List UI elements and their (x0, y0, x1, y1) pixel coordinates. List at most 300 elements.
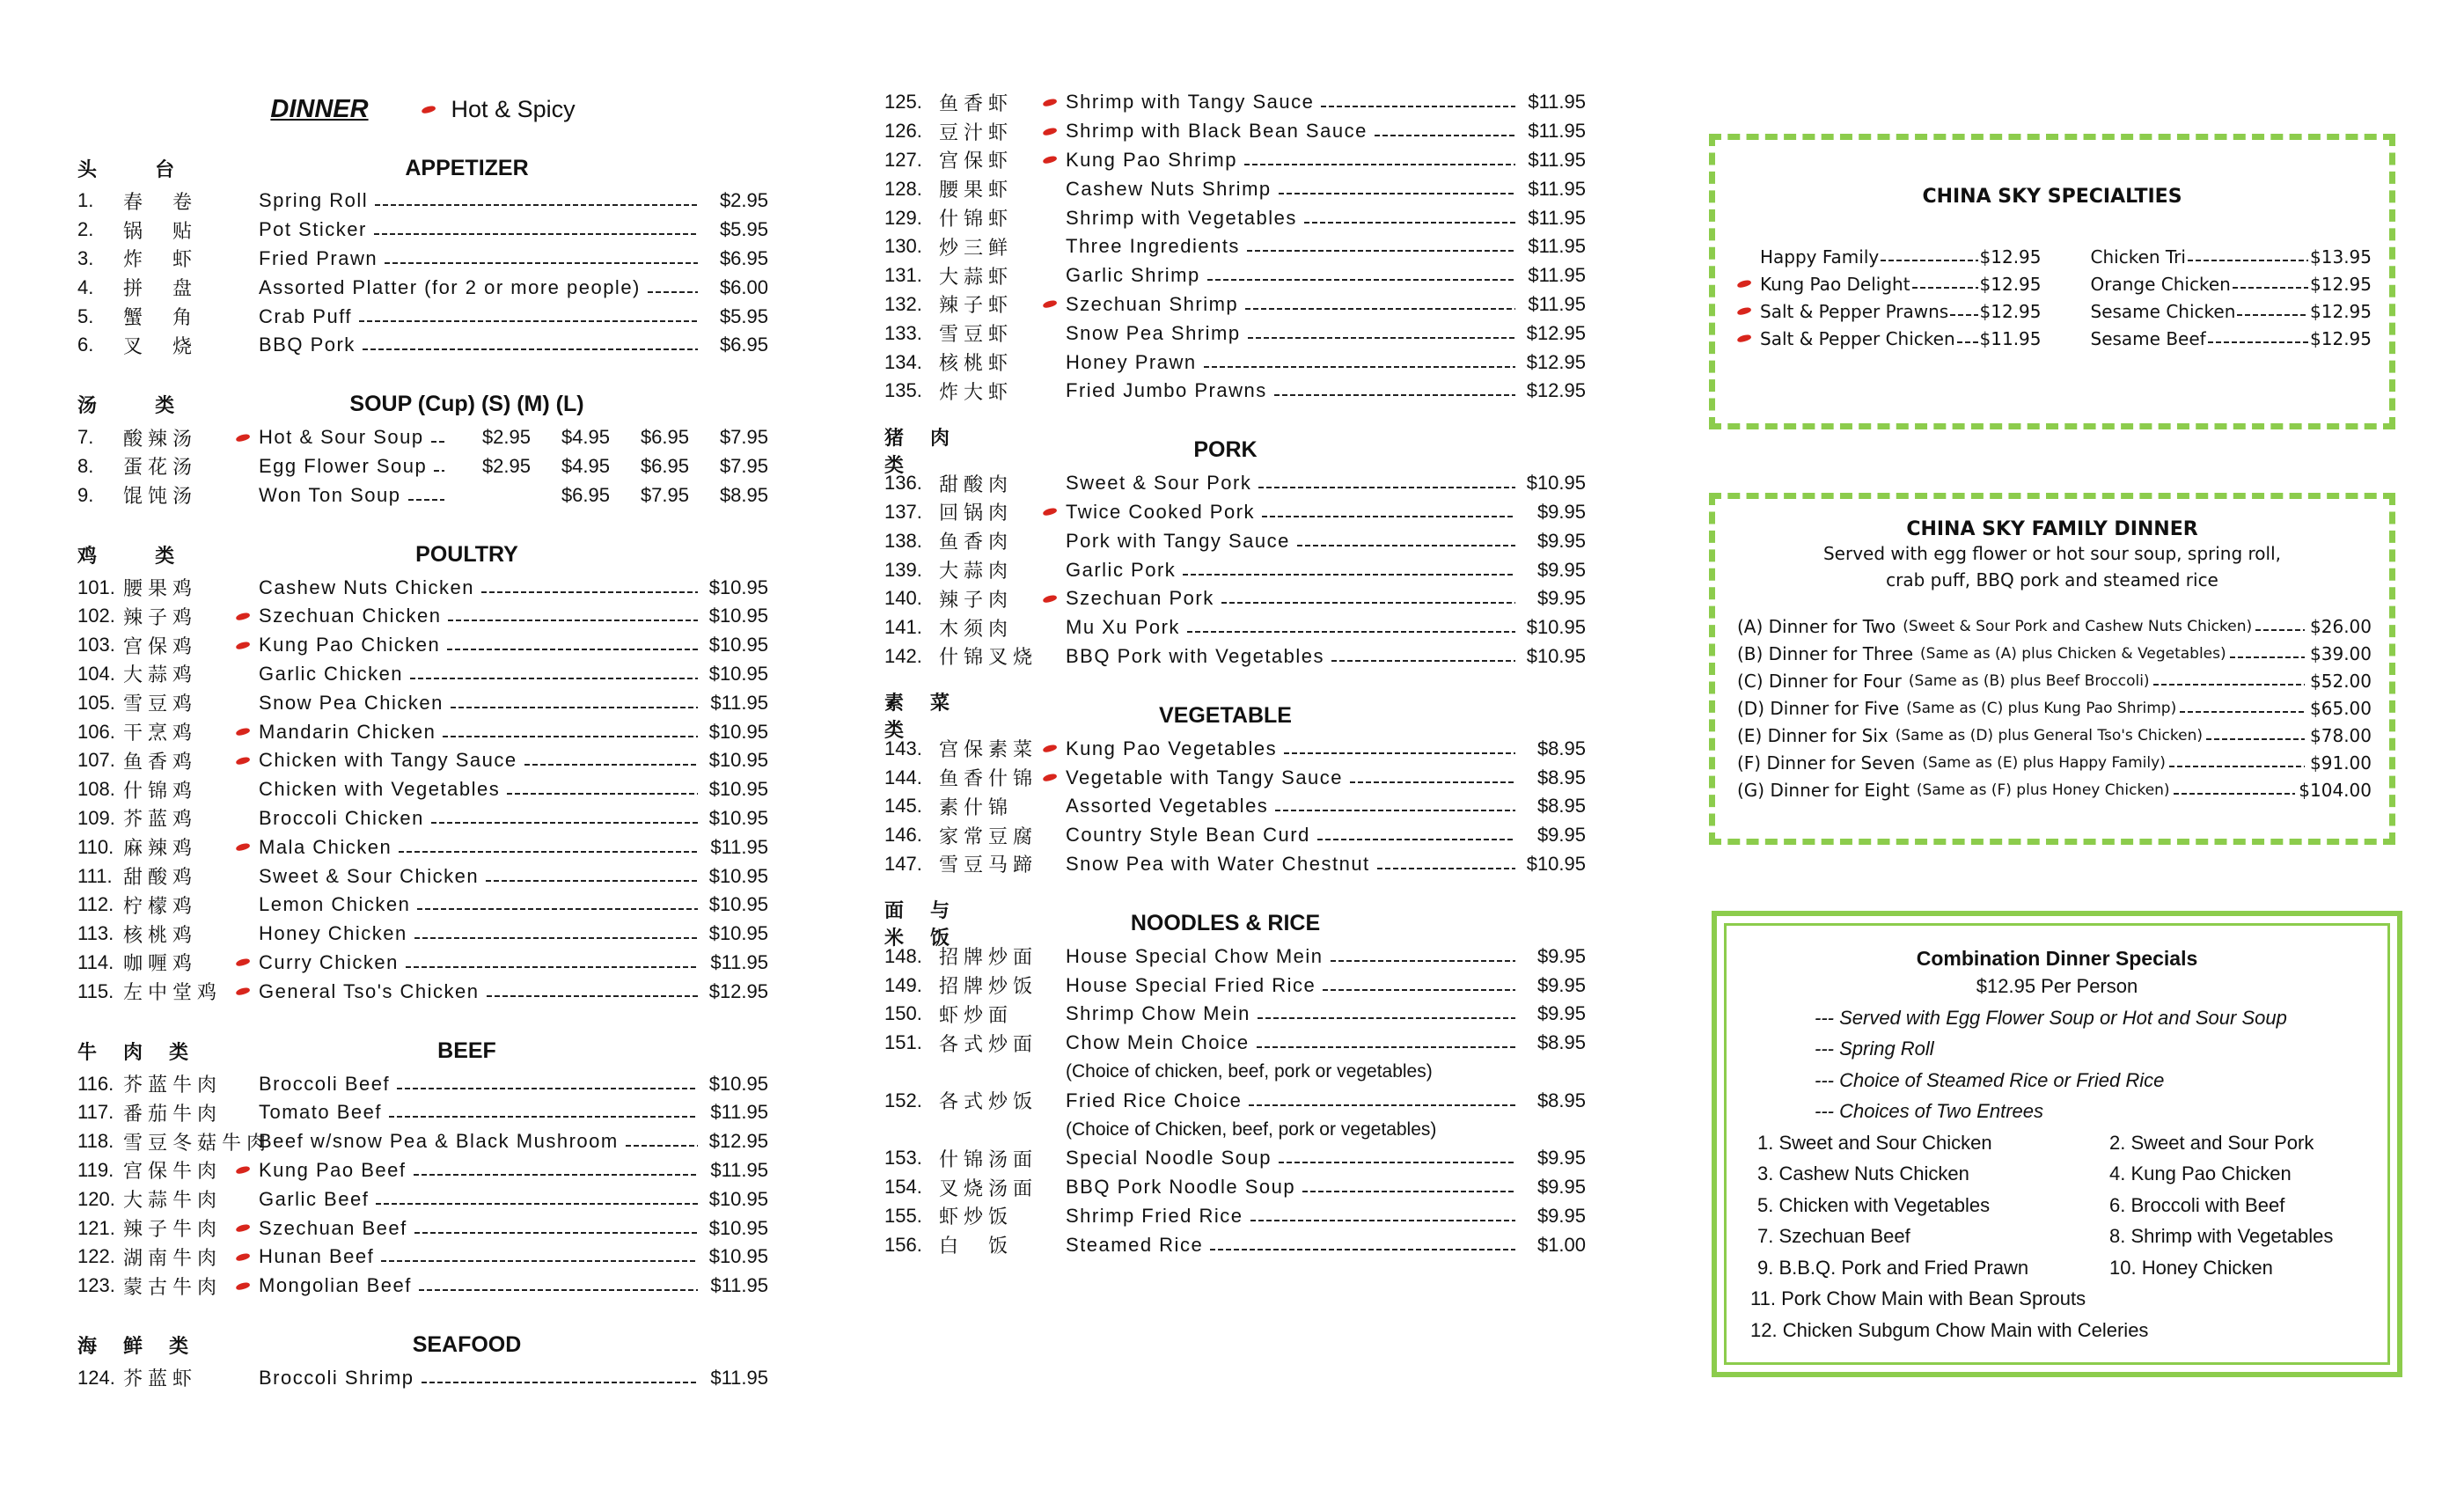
section-header-chinese: 猪肉类 (884, 426, 977, 476)
menu-item (884, 613, 1586, 642)
item-chinese-name: 素什锦 (939, 796, 1014, 818)
chili-pepper-icon (236, 1283, 259, 1289)
dotted-leader (2230, 656, 2305, 658)
chili-pepper-icon (236, 988, 259, 994)
item-price: $10.95 (708, 864, 768, 887)
item-price: $4.95 (561, 426, 610, 449)
item-name: Garlic Shrimp (1066, 264, 1200, 287)
item-name: Broccoli Chicken (259, 806, 424, 829)
chili-pepper-icon (1737, 335, 1760, 341)
dotted-leader (431, 441, 444, 443)
item-name: Shrimp with Black Bean Sauce (1066, 120, 1368, 143)
dotted-leader (1331, 660, 1515, 662)
item-chinese-name: 叉烧汤面 (939, 1177, 1038, 1199)
item-chinese-name: 宫保鸡 (123, 634, 198, 657)
menu-item (884, 821, 1586, 850)
item-number: 137. (884, 500, 922, 523)
specialty-price: $12.95 (2310, 273, 2372, 295)
dotted-leader (451, 707, 698, 708)
specialty-item (1737, 270, 2042, 297)
chili-pepper-icon (1043, 157, 1066, 163)
dotted-leader (2180, 711, 2305, 713)
item-chinese-name: 腰果虾 (939, 179, 1014, 202)
chili-pepper-icon (1043, 128, 1066, 135)
specialty-name: Happy Family (1760, 246, 1880, 268)
item-number: 115. (77, 979, 114, 1002)
item-chinese-name: 什锦叉烧 (939, 646, 1038, 669)
item-chinese-name: 腰果鸡 (123, 577, 198, 600)
dotted-leader (1250, 1220, 1515, 1221)
item-price: $11.95 (710, 1101, 768, 1124)
dotted-leader (385, 262, 698, 264)
dotted-leader (1258, 1017, 1515, 1019)
item-price: $10.95 (708, 1187, 768, 1210)
item-chinese-name: 大蒜牛肉 (123, 1189, 223, 1212)
chili-pepper-icon (1043, 509, 1066, 515)
item-chinese-name: 麻辣鸡 (123, 837, 198, 860)
dotted-leader (414, 1174, 698, 1176)
family-dinner-name: (F) Dinner for Seven (1737, 752, 1916, 774)
item-note: (Choice of chicken, beef, pork or vegetables) (1066, 1060, 1433, 1082)
dotted-leader (1323, 989, 1515, 991)
item-number: 113. (77, 922, 114, 945)
menu-item (884, 526, 1586, 555)
combo-entree: 1. Sweet and Sour Chicken (1757, 1131, 1992, 1154)
item-name: House Special Fried Rice (1066, 973, 1316, 996)
menu-item (884, 88, 1586, 117)
item-price: $10.95 (708, 662, 768, 685)
item-chinese-name: 辣子肉 (939, 588, 1014, 611)
dotted-leader (399, 851, 698, 853)
item-chinese-name: 左中堂鸡 (123, 981, 223, 1004)
item-price: $11.95 (710, 1274, 768, 1297)
item-name: Kung Pao Chicken (259, 634, 441, 656)
menu-item (884, 348, 1586, 377)
item-number: 156. (884, 1233, 922, 1256)
family-dinner-name: (A) Dinner for Two (1737, 615, 1896, 637)
menu-item (77, 480, 768, 510)
menu-item (884, 377, 1586, 406)
dotted-leader (1248, 337, 1515, 339)
item-chinese-name: 什锦虾 (939, 208, 1014, 231)
item-price: $12.95 (1526, 350, 1586, 373)
dotted-leader (1284, 752, 1515, 754)
combo-entree: 8. Shrimp with Vegetables (2109, 1225, 2334, 1248)
dotted-leader (1204, 366, 1515, 368)
section-header-chinese: 素菜类 (884, 692, 977, 742)
specialty-item (2068, 243, 2372, 270)
section-header-english: BEEF (437, 1038, 496, 1063)
item-number: 3. (77, 246, 94, 269)
chili-pepper-icon (236, 758, 259, 764)
chili-pepper-icon (1737, 308, 1760, 314)
item-name: Twice Cooked Pork (1066, 500, 1256, 523)
item-price: $11.95 (710, 950, 768, 973)
item-chinese-name: 辣子鸡 (123, 605, 198, 628)
item-number: 106. (77, 720, 115, 743)
item-name: Fried Prawn (259, 246, 378, 269)
menu-item (884, 146, 1586, 175)
item-number: 131. (884, 264, 922, 287)
chili-pepper-icon (236, 729, 259, 735)
item-price: $8.95 (1536, 737, 1586, 759)
item-name: Cashew Nuts Shrimp (1066, 177, 1272, 200)
dotted-leader (408, 499, 444, 501)
item-name: Chicken with Tangy Sauce (259, 749, 517, 772)
item-price: $6.95 (719, 246, 768, 269)
item-chinese-name: 春 卷 (123, 190, 198, 213)
dotted-leader (363, 348, 698, 350)
item-number: 146. (884, 824, 922, 847)
menu-item (884, 117, 1586, 146)
dotted-leader (417, 908, 698, 910)
menu-item (884, 1202, 1586, 1231)
section-header (77, 1327, 768, 1364)
specialty-name: Sesame Beef (2090, 327, 2206, 349)
family-dinner-detail: (Same as (C) plus Kung Pao Shrimp) (1906, 699, 2177, 717)
dotted-leader (443, 736, 698, 737)
family-dinner-price: $78.00 (2310, 724, 2372, 746)
chili-pepper-icon (1043, 745, 1066, 752)
item-number: 111. (77, 864, 113, 887)
item-name: Szechuan Chicken (259, 605, 442, 627)
item-chinese-name: 酸辣汤 (123, 427, 198, 450)
family-dinner-item (1715, 776, 2389, 803)
item-price: $2.95 (481, 426, 531, 449)
item-number: 134. (884, 350, 922, 373)
item-chinese-name: 番茄牛肉 (123, 1102, 223, 1125)
combo-inclusion: --- Served with Egg Flower Soup or Hot and Sour Soup (1815, 1006, 2287, 1029)
dotted-leader (381, 1260, 698, 1262)
menu-item (884, 850, 1586, 879)
item-number: 102. (77, 605, 115, 627)
section-header-english: SOUP (Cup) (S) (M) (L) (349, 392, 584, 417)
item-price: $11.95 (1528, 206, 1586, 229)
dotted-leader (431, 822, 698, 824)
item-name: Mongolian Beef (259, 1274, 412, 1297)
item-chinese-name: 芥蓝牛肉 (123, 1074, 223, 1096)
item-price: $10.95 (708, 806, 768, 829)
dotted-leader (2169, 766, 2305, 767)
item-chinese-name: 虾炒面 (939, 1003, 1014, 1026)
item-price: $6.95 (719, 334, 768, 356)
family-dinner-detail: (Same as (F) plus Honey Chicken) (1916, 781, 2170, 799)
family-dinner-title: CHINA SKY FAMILY DINNER (1906, 518, 2198, 540)
dotted-leader (1274, 394, 1515, 396)
dotted-leader (1881, 260, 1977, 261)
menu-item (77, 1214, 768, 1243)
menu-item (884, 1173, 1586, 1202)
family-dinner-item (1715, 612, 2389, 640)
item-price: $11.95 (1528, 148, 1586, 171)
item-price: $9.95 (1536, 1204, 1586, 1227)
dotted-leader (1210, 1249, 1515, 1250)
item-price: $10.95 (708, 893, 768, 916)
dotted-leader (2206, 738, 2305, 740)
menu-item (77, 1069, 768, 1098)
item-chinese-name: 各式炒面 (939, 1032, 1038, 1055)
item-price: $8.95 (1536, 766, 1586, 788)
dotted-leader (375, 204, 698, 206)
menu-item (77, 688, 768, 717)
item-chinese-name: 宫保素菜 (939, 738, 1038, 761)
dotted-leader (1279, 1162, 1515, 1163)
dotted-leader (2153, 684, 2305, 686)
specialty-item (1737, 325, 2042, 352)
menu-section (884, 88, 1586, 406)
combo-entree: 2. Sweet and Sour Pork (2109, 1131, 2314, 1154)
specialty-name: Sesame Chicken (2090, 300, 2236, 322)
item-name: Cashew Nuts Chicken (259, 576, 474, 598)
family-dinner-name: (B) Dinner for Three (1737, 642, 1914, 664)
dotted-leader (2255, 629, 2305, 631)
section-header (884, 426, 1586, 476)
item-name: Kung Pao Shrimp (1066, 148, 1237, 171)
item-price: $11.95 (1528, 91, 1586, 114)
item-price: $9.95 (1536, 1147, 1586, 1170)
section-header-english: SEAFOOD (412, 1332, 522, 1357)
menu-item (77, 746, 768, 775)
menu-item (884, 584, 1586, 613)
menu-item (77, 573, 768, 602)
item-number: 120. (77, 1187, 115, 1210)
dotted-leader (1317, 839, 1515, 840)
item-name: Snow Pea Chicken (259, 691, 444, 714)
item-price: $5.95 (719, 304, 768, 327)
menu-item (884, 290, 1586, 319)
item-chinese-name: 炸大虾 (939, 380, 1014, 403)
dotted-leader (481, 591, 698, 593)
item-number: 126. (884, 120, 922, 143)
item-number: 152. (884, 1089, 922, 1111)
dotted-leader (626, 1145, 698, 1147)
item-number: 118. (77, 1130, 114, 1153)
combo-entree: 12. Chicken Subgum Chow Main with Celeries (1750, 1318, 2149, 1341)
menu-section (77, 150, 768, 360)
item-chinese-name: 雪豆冬菇牛肉 (123, 1131, 272, 1154)
dotted-leader (1245, 308, 1515, 310)
item-chinese-name: 甜酸鸡 (123, 866, 198, 889)
item-name: Three Ingredients (1066, 235, 1240, 258)
item-name: Egg Flower Soup (259, 454, 428, 477)
item-chinese-name: 大蒜鸡 (123, 664, 198, 686)
section-header-english: POULTRY (415, 541, 518, 567)
item-number: 141. (884, 616, 922, 639)
item-price: $10.95 (1526, 616, 1586, 639)
menu-title: DINNER (270, 94, 369, 123)
item-chinese-name: 鱼香虾 (939, 92, 1014, 114)
item-number: 149. (884, 973, 922, 996)
menu-item (884, 203, 1586, 232)
item-chinese-name: 核桃虾 (939, 352, 1014, 375)
item-name: General Tso's Chicken (259, 979, 480, 1002)
combo-entree: 10. Honey Chicken (2109, 1256, 2273, 1279)
section-header-chinese: 头 台 (77, 158, 202, 180)
specialty-name: Chicken Tri (2090, 246, 2186, 268)
item-price: $11.95 (1528, 292, 1586, 315)
item-name: Crab Puff (259, 304, 353, 327)
item-number: 109. (77, 806, 115, 829)
item-price: $10.95 (708, 1072, 768, 1095)
item-price: $10.95 (708, 922, 768, 945)
combo-inclusion: --- Choice of Steamed Rice or Fried Rice (1815, 1068, 2165, 1091)
menu-section (884, 899, 1586, 1259)
menu-item (884, 1000, 1586, 1029)
dotted-leader (1321, 106, 1515, 107)
dotted-leader (1262, 516, 1515, 517)
specialty-item (2068, 270, 2372, 297)
menu-item (77, 1243, 768, 1272)
dotted-leader (359, 320, 698, 322)
item-chinese-name: 各式炒饭 (939, 1090, 1038, 1113)
item-number: 148. (884, 944, 922, 967)
dotted-leader (1275, 810, 1515, 811)
section-header-chinese: 鸡 类 (77, 544, 202, 567)
item-number: 6. (77, 334, 94, 356)
item-name: Pot Sticker (259, 218, 367, 241)
specialty-item (1737, 243, 2042, 270)
item-chinese-name: 虾炒饭 (939, 1206, 1014, 1228)
item-name: Shrimp Chow Mein (1066, 1002, 1250, 1025)
item-name: Country Style Bean Curd (1066, 824, 1310, 847)
item-price: $10.95 (708, 778, 768, 801)
item-name: Broccoli Beef (259, 1072, 391, 1095)
dotted-leader (2233, 287, 2308, 289)
item-chinese-name: 白 饭 (939, 1235, 1014, 1258)
item-number: 135. (884, 379, 922, 402)
item-number: 147. (884, 852, 922, 875)
item-name: Shrimp with Vegetables (1066, 206, 1297, 229)
dotted-leader (1957, 341, 1978, 343)
menu-item (77, 331, 768, 360)
item-price: $10.95 (708, 1245, 768, 1268)
item-name: Won Ton Soup (259, 483, 401, 506)
item-chinese-name: 干烹鸡 (123, 722, 198, 744)
dotted-leader (422, 1382, 698, 1383)
item-name: Spring Roll (259, 189, 369, 212)
combo-entree: 7. Szechuan Beef (1757, 1225, 1910, 1248)
item-chinese-name: 炒三鲜 (939, 236, 1014, 259)
item-name: Szechuan Shrimp (1066, 292, 1239, 315)
item-price: $11.95 (710, 1158, 768, 1181)
item-name: Beef w/snow Pea & Black Mushroom (259, 1130, 619, 1153)
item-number: 153. (884, 1147, 922, 1170)
spicy-legend-label: Hot & Spicy (451, 95, 576, 122)
menu-item (77, 245, 768, 274)
item-name: Lemon Chicken (259, 893, 411, 916)
chili-pepper-icon (236, 435, 259, 441)
item-price: $9.95 (1536, 558, 1586, 581)
item-price: $11.95 (710, 835, 768, 858)
item-number: 140. (884, 587, 922, 610)
dotted-leader (1297, 545, 1515, 546)
section-header (77, 536, 768, 573)
menu-item (77, 602, 768, 631)
family-dinner-price: $104.00 (2299, 779, 2372, 801)
item-name: Szechuan Pork (1066, 587, 1214, 610)
chili-pepper-icon (236, 959, 259, 965)
middle-menu-column (884, 88, 1586, 1259)
item-price: $10.95 (708, 1216, 768, 1239)
item-number: 112. (77, 893, 114, 916)
item-chinese-name: 馄饨汤 (123, 485, 198, 508)
item-name: Sweet & Sour Pork (1066, 472, 1252, 495)
menu-item (884, 319, 1586, 348)
item-name: Garlic Beef (259, 1187, 370, 1210)
menu-item (77, 660, 768, 689)
menu-item (884, 734, 1586, 763)
item-price: $11.95 (1528, 120, 1586, 143)
dotted-leader (1183, 574, 1515, 576)
specialty-price: $12.95 (2310, 300, 2372, 322)
chili-pepper-icon (1737, 281, 1760, 287)
item-number: 9. (77, 483, 94, 506)
menu-item (77, 949, 768, 978)
menu-section (77, 536, 768, 1006)
section-header (884, 899, 1586, 950)
menu-item (884, 1086, 1586, 1115)
combo-entree: 4. Kung Pao Chicken (2109, 1162, 2292, 1185)
item-price: $10.95 (708, 576, 768, 598)
item-number: 155. (884, 1204, 922, 1227)
dotted-leader (648, 291, 698, 293)
menu-item (77, 216, 768, 245)
item-number: 142. (884, 644, 922, 667)
family-dinner-subtitle: Served with egg flower or hot sour soup, spring roll, (1822, 543, 2282, 564)
dotted-leader (1304, 222, 1515, 224)
item-price: $10.95 (708, 634, 768, 656)
item-chinese-name: 雪豆马蹄 (939, 854, 1038, 876)
menu-section (77, 1032, 768, 1300)
menu-item (77, 804, 768, 833)
item-price: $5.95 (719, 218, 768, 241)
menu-item (77, 302, 768, 331)
menu-item (884, 792, 1586, 821)
specialty-price: $12.95 (1979, 300, 2042, 322)
item-chinese-name: 叉 烧 (123, 334, 198, 357)
item-chinese-name: 木须肉 (939, 617, 1014, 640)
family-dinner-detail: (Same as (E) plus Happy Family) (1922, 753, 2166, 772)
item-number: 145. (884, 795, 922, 818)
dotted-leader (374, 233, 698, 235)
item-number: 128. (884, 177, 922, 200)
menu-item (77, 423, 768, 452)
specialty-name: Kung Pao Delight (1760, 273, 1910, 295)
combo-entree: 9. B.B.Q. Pork and Fried Prawn (1757, 1256, 2029, 1279)
family-dinner-name: (D) Dinner for Five (1737, 697, 1900, 719)
menu-item (77, 631, 768, 660)
section-header-chinese: 牛肉类 (77, 1040, 216, 1063)
item-chinese-name: 大蒜虾 (939, 265, 1014, 288)
item-chinese-name: 什锦鸡 (123, 779, 198, 802)
item-price: $6.95 (561, 483, 610, 506)
menu-item (884, 763, 1586, 792)
item-name: Kung Pao Vegetables (1066, 737, 1278, 759)
item-name: Honey Chicken (259, 922, 407, 945)
item-name: Snow Pea with Water Chestnut (1066, 852, 1370, 875)
item-number: 138. (884, 529, 922, 552)
menu-item (77, 775, 768, 804)
item-number: 154. (884, 1176, 922, 1199)
item-number: 101. (77, 576, 115, 598)
specialty-item (1737, 297, 2042, 325)
item-price: $9.95 (1536, 973, 1586, 996)
specialty-item (2068, 297, 2372, 325)
family-dinner-item (1715, 749, 2389, 776)
item-name: Chicken with Vegetables (259, 778, 501, 801)
item-number: 136. (884, 472, 922, 495)
specialty-price: $12.95 (1979, 273, 2042, 295)
